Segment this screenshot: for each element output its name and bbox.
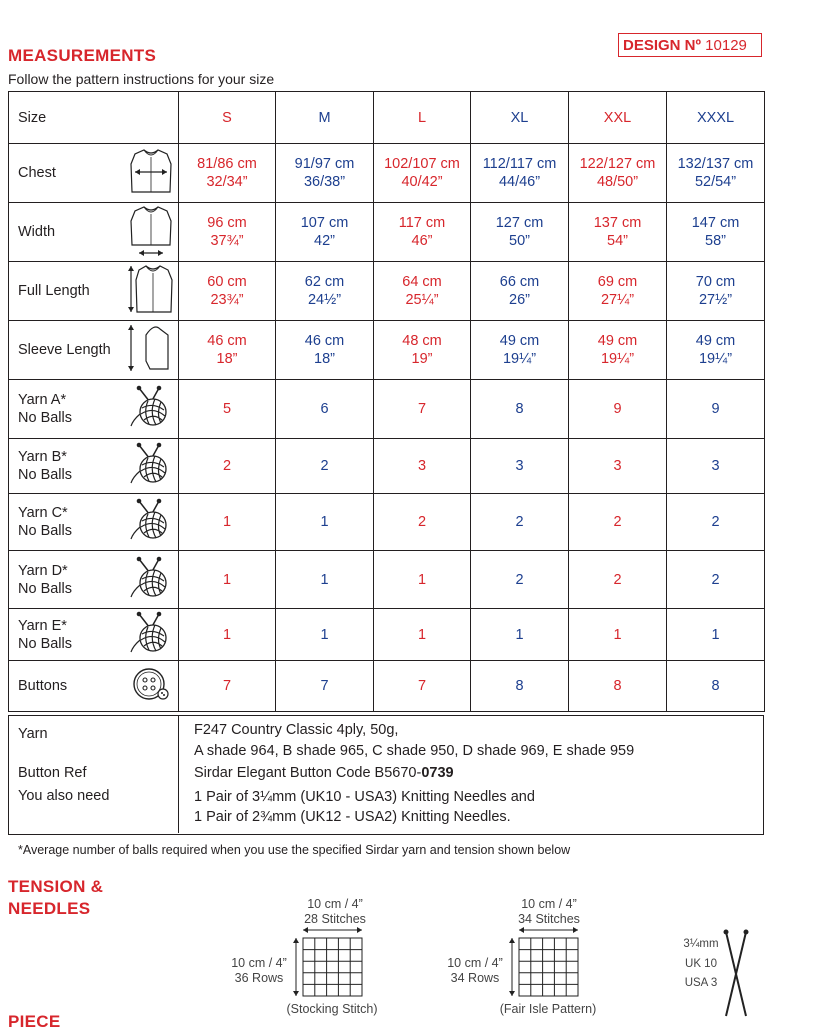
value-line: 1 bbox=[320, 571, 329, 588]
row-label: Buttons bbox=[9, 661, 125, 712]
row-label bbox=[9, 609, 125, 661]
value-line: 48/50” bbox=[596, 174, 639, 190]
needles-line-2: 1 Pair of 2¾mm (UK12 - USA2) Knitting Needles. bbox=[194, 809, 511, 825]
value-line: 137 cm bbox=[593, 215, 642, 231]
value-line: 48 cm bbox=[402, 333, 442, 349]
value-line: 2 bbox=[222, 458, 232, 474]
value-line: 1 bbox=[515, 626, 524, 643]
value-line: 49 cm bbox=[695, 333, 736, 349]
value-cell-xxl bbox=[569, 609, 667, 661]
value-cell-l bbox=[374, 144, 471, 203]
yarn-ball-icon bbox=[125, 380, 179, 439]
value-line: 91/97 cm bbox=[294, 156, 355, 172]
size-header-s: S bbox=[179, 92, 276, 144]
value-cell-xl bbox=[471, 144, 569, 203]
measurement-row bbox=[9, 262, 765, 321]
yarn-ball-icon bbox=[125, 439, 179, 494]
needle-size: 3¼mm bbox=[683, 938, 719, 950]
value-cell-m bbox=[276, 203, 374, 262]
needle-uk: UK 10 bbox=[685, 958, 717, 970]
value-cell-s bbox=[179, 380, 276, 439]
value-line: 1 bbox=[320, 626, 329, 643]
needle-usa: USA 3 bbox=[684, 977, 718, 989]
value-cell-m bbox=[276, 144, 374, 203]
value-cell-xxl bbox=[569, 494, 667, 551]
value-line: 46 cm bbox=[207, 333, 247, 349]
size-label: Size bbox=[9, 92, 179, 144]
value-cell-s bbox=[179, 439, 276, 494]
measurement-row bbox=[9, 551, 765, 609]
measurements-table bbox=[8, 91, 765, 712]
value-line: 40/42” bbox=[401, 174, 443, 190]
value-line: 7 bbox=[417, 401, 427, 417]
measurement-row bbox=[9, 380, 765, 439]
size-header-m: M bbox=[276, 92, 374, 144]
value-cell-xxl bbox=[569, 380, 667, 439]
sleeve-diagram-icon bbox=[125, 321, 179, 380]
row-label bbox=[9, 494, 125, 551]
value-line: 62 cm bbox=[304, 274, 345, 290]
yarn-line-1: F247 Country Classic 4ply, 50g, bbox=[194, 722, 399, 738]
value-line: 2 bbox=[711, 514, 720, 530]
gauge2-grid-icon bbox=[506, 924, 584, 1000]
value-cell-l bbox=[374, 262, 471, 321]
value-line: 102/107 cm bbox=[384, 156, 460, 172]
value-line: 2 bbox=[515, 514, 524, 530]
row-label: Full Length bbox=[9, 262, 125, 321]
value-cell-xxxl bbox=[667, 144, 765, 203]
design-number: 10129 bbox=[705, 37, 747, 54]
value-line: 8 bbox=[515, 401, 524, 417]
value-line: 64 cm bbox=[402, 274, 442, 290]
value-cell-s bbox=[179, 494, 276, 551]
value-line: 3 bbox=[711, 458, 720, 474]
also-need-label: You also need bbox=[18, 788, 110, 804]
row-label-line-1: Yarn C* bbox=[18, 505, 68, 521]
row-label-line-1: Yarn B* bbox=[18, 449, 67, 465]
value-line: 32/34” bbox=[206, 174, 248, 190]
measurement-row bbox=[9, 144, 765, 203]
value-cell-xxxl bbox=[667, 551, 765, 609]
value-cell-xxxl bbox=[667, 321, 765, 380]
value-cell-xl bbox=[471, 321, 569, 380]
value-cell-xxxl bbox=[667, 661, 765, 712]
value-line: 1 bbox=[320, 514, 329, 530]
button-icon bbox=[125, 661, 179, 712]
row-label-line-2: No Balls bbox=[18, 467, 72, 483]
measurements-heading: MEASUREMENTS bbox=[8, 46, 157, 65]
footnote: *Average number of balls required when you use the specified Sirdar yarn and tension shown below bbox=[18, 843, 571, 857]
row-label bbox=[9, 380, 125, 439]
row-label bbox=[9, 439, 125, 494]
value-cell-m bbox=[276, 551, 374, 609]
design-number-box bbox=[618, 33, 762, 57]
value-line: 1 bbox=[417, 626, 427, 643]
row-label-line-2: No Balls bbox=[18, 635, 72, 652]
gauge1-grid-icon bbox=[290, 924, 368, 1000]
width-diagram-icon bbox=[125, 203, 179, 262]
value-line: 19¼” bbox=[600, 351, 635, 367]
value-cell-l bbox=[374, 661, 471, 712]
row-label-line-2: No Balls bbox=[18, 580, 72, 597]
value-line: 6 bbox=[320, 401, 329, 417]
row-label-line-2: No Balls bbox=[18, 523, 72, 539]
value-line: 2 bbox=[613, 571, 622, 588]
size-header-xl: XL bbox=[471, 92, 569, 144]
value-line: 122/127 cm bbox=[579, 156, 656, 172]
value-line: 52/54” bbox=[694, 174, 737, 190]
value-line: 19¼” bbox=[502, 351, 537, 367]
value-line: 27¼” bbox=[600, 292, 635, 308]
value-cell-xxxl bbox=[667, 494, 765, 551]
value-line: 81/86 cm bbox=[197, 156, 257, 172]
value-line: 42” bbox=[314, 233, 335, 249]
value-cell-l bbox=[374, 203, 471, 262]
value-line: 24½” bbox=[307, 292, 342, 308]
value-line: 66 cm bbox=[499, 274, 540, 290]
value-cell-xxxl bbox=[667, 439, 765, 494]
value-line: 112/117 cm bbox=[482, 156, 557, 172]
value-line: 58” bbox=[705, 233, 726, 249]
row-label-line-1: Yarn E* bbox=[18, 617, 67, 634]
value-line: 7 bbox=[222, 678, 232, 694]
value-cell-m bbox=[276, 380, 374, 439]
value-cell-xl bbox=[471, 661, 569, 712]
value-cell-xl bbox=[471, 551, 569, 609]
size-header-xxxl: XXXL bbox=[667, 92, 765, 144]
value-line: 50” bbox=[509, 233, 530, 249]
value-line: 132/137 cm bbox=[677, 156, 754, 172]
value-line: 25¼” bbox=[405, 292, 439, 308]
tension-heading-line-2: NEEDLES bbox=[8, 899, 91, 918]
measurement-row bbox=[9, 494, 765, 551]
value-line: 60 cm bbox=[207, 274, 247, 290]
value-cell-l bbox=[374, 439, 471, 494]
value-line: 8 bbox=[613, 678, 622, 694]
gauge1-height: 10 cm / 4” bbox=[231, 956, 287, 970]
value-cell-s bbox=[179, 203, 276, 262]
value-line: 117 cm bbox=[398, 215, 446, 231]
value-line: 18” bbox=[216, 351, 238, 367]
value-line: 1 bbox=[222, 571, 232, 588]
value-line: 1 bbox=[711, 626, 720, 643]
row-label-line-2: No Balls bbox=[18, 410, 72, 426]
value-line: 2 bbox=[417, 514, 427, 530]
value-cell-m bbox=[276, 262, 374, 321]
row-label bbox=[9, 551, 125, 609]
value-cell-xxxl bbox=[667, 609, 765, 661]
gauge2-height: 10 cm / 4” bbox=[447, 956, 503, 970]
value-cell-xxxl bbox=[667, 380, 765, 439]
value-line: 46” bbox=[411, 233, 433, 249]
value-cell-s bbox=[179, 609, 276, 661]
value-line: 70 cm bbox=[695, 274, 736, 290]
button-ref-prefix: Sirdar Elegant Button Code B5670- bbox=[194, 765, 422, 781]
tension-heading-line-1: TENSION & bbox=[8, 877, 104, 896]
value-line: 49 cm bbox=[597, 333, 638, 349]
value-cell-s bbox=[179, 144, 276, 203]
value-cell-l bbox=[374, 494, 471, 551]
value-line: 27½” bbox=[698, 292, 733, 308]
row-label-line-1: Yarn D* bbox=[18, 562, 68, 579]
yarn-ball-icon bbox=[125, 551, 179, 609]
gauge2-caption: (Fair Isle Pattern) bbox=[499, 1002, 597, 1016]
value-cell-m bbox=[276, 494, 374, 551]
value-cell-xl bbox=[471, 494, 569, 551]
row-label: Chest bbox=[9, 144, 125, 203]
row-label-line-1: Yarn A* bbox=[18, 392, 67, 408]
value-cell-xxxl bbox=[667, 203, 765, 262]
measurement-row bbox=[9, 609, 765, 661]
yarn-line-2: A shade 964, B shade 965, C shade 950, D shade 969, E shade 959 bbox=[194, 743, 635, 759]
full-length-diagram-icon bbox=[125, 262, 179, 321]
value-cell-l bbox=[374, 380, 471, 439]
row-label: Width bbox=[9, 203, 125, 262]
value-cell-m bbox=[276, 439, 374, 494]
tension-heading bbox=[8, 876, 103, 920]
value-cell-xl bbox=[471, 609, 569, 661]
value-cell-xxl bbox=[569, 144, 667, 203]
value-line: 46 cm bbox=[304, 333, 345, 349]
value-cell-xxl bbox=[569, 203, 667, 262]
value-cell-s bbox=[179, 661, 276, 712]
value-cell-xxl bbox=[569, 551, 667, 609]
button-ref-label: Button Ref bbox=[18, 765, 87, 781]
value-cell-m bbox=[276, 661, 374, 712]
value-cell-xxl bbox=[569, 661, 667, 712]
value-line: 54” bbox=[607, 233, 628, 249]
measurements-subtitle: Follow the pattern instructions for your size bbox=[8, 71, 275, 87]
yarn-ball-icon bbox=[125, 609, 179, 661]
value-cell-m bbox=[276, 321, 374, 380]
chest-diagram-icon bbox=[125, 144, 179, 203]
value-line: 2 bbox=[515, 571, 524, 588]
measurement-row bbox=[9, 661, 765, 712]
value-cell-xl bbox=[471, 203, 569, 262]
value-line: 26” bbox=[509, 292, 530, 308]
value-cell-l bbox=[374, 321, 471, 380]
button-ref-code: 0739 bbox=[421, 765, 454, 781]
piece-heading: PIECE bbox=[8, 1012, 61, 1031]
value-line: 127 cm bbox=[495, 215, 544, 231]
value-line: 8 bbox=[711, 678, 720, 694]
value-line: 18” bbox=[314, 351, 335, 367]
value-line: 36/38” bbox=[303, 174, 346, 190]
value-line: 8 bbox=[515, 678, 524, 694]
value-line: 147 cm bbox=[691, 215, 740, 231]
size-header-row bbox=[9, 92, 765, 144]
row-label: Sleeve Length bbox=[9, 321, 125, 380]
size-header-l: L bbox=[374, 92, 471, 144]
design-label: DESIGN Nº bbox=[623, 37, 701, 54]
value-line: 19¼” bbox=[698, 351, 733, 367]
value-cell-xxl bbox=[569, 321, 667, 380]
measurement-row bbox=[9, 439, 765, 494]
value-line: 2 bbox=[613, 514, 622, 530]
yarn-label: Yarn bbox=[18, 726, 48, 742]
value-cell-s bbox=[179, 262, 276, 321]
gauge1-rows: 36 Rows bbox=[234, 971, 284, 985]
value-line: 3 bbox=[515, 458, 524, 474]
value-line: 3 bbox=[417, 458, 427, 474]
value-cell-s bbox=[179, 321, 276, 380]
value-line: 2 bbox=[711, 571, 720, 588]
gauge2-stitches: 34 Stitches bbox=[518, 912, 580, 926]
value-cell-xxl bbox=[569, 262, 667, 321]
value-line: 96 cm bbox=[207, 215, 247, 231]
value-cell-m bbox=[276, 609, 374, 661]
measurement-row bbox=[9, 321, 765, 380]
gauge1-width: 10 cm / 4” bbox=[307, 897, 363, 911]
value-line: 44/46” bbox=[498, 174, 541, 190]
button-ref-text bbox=[194, 765, 454, 781]
value-cell-l bbox=[374, 551, 471, 609]
value-line: 23¾” bbox=[210, 292, 244, 308]
value-cell-xl bbox=[471, 439, 569, 494]
gauge1-stitches: 28 Stitches bbox=[304, 912, 366, 926]
value-line: 1 bbox=[222, 626, 232, 643]
value-line: 1 bbox=[222, 514, 232, 530]
value-cell-s bbox=[179, 551, 276, 609]
size-header-xxl: XXL bbox=[569, 92, 667, 144]
crossed-needles-icon bbox=[722, 926, 750, 1020]
value-line: 69 cm bbox=[597, 274, 638, 290]
value-line: 5 bbox=[222, 401, 232, 417]
value-line: 107 cm bbox=[300, 215, 349, 231]
value-line: 9 bbox=[711, 401, 720, 417]
value-cell-l bbox=[374, 609, 471, 661]
value-cell-xxxl bbox=[667, 262, 765, 321]
value-cell-xl bbox=[471, 262, 569, 321]
value-cell-xxl bbox=[569, 439, 667, 494]
value-line: 19” bbox=[411, 351, 433, 367]
value-line: 49 cm bbox=[499, 333, 540, 349]
value-line: 3 bbox=[613, 458, 622, 474]
materials-table bbox=[8, 715, 764, 835]
value-line: 1 bbox=[417, 571, 427, 588]
value-line: 2 bbox=[320, 458, 329, 474]
value-line: 9 bbox=[613, 401, 622, 417]
value-line: 1 bbox=[613, 626, 622, 643]
needles-line-1: 1 Pair of 3¼mm (UK10 - USA3) Knitting Needles and bbox=[194, 789, 535, 805]
measurement-row bbox=[9, 203, 765, 262]
value-line: 37¾” bbox=[210, 233, 244, 249]
gauge2-rows: 34 Rows bbox=[450, 971, 500, 985]
value-line: 7 bbox=[417, 678, 427, 694]
value-line: 7 bbox=[320, 678, 329, 694]
yarn-ball-icon bbox=[125, 494, 179, 551]
value-cell-xl bbox=[471, 380, 569, 439]
gauge1-caption: (Stocking Stitch) bbox=[286, 1002, 378, 1016]
gauge2-width: 10 cm / 4” bbox=[521, 897, 577, 911]
